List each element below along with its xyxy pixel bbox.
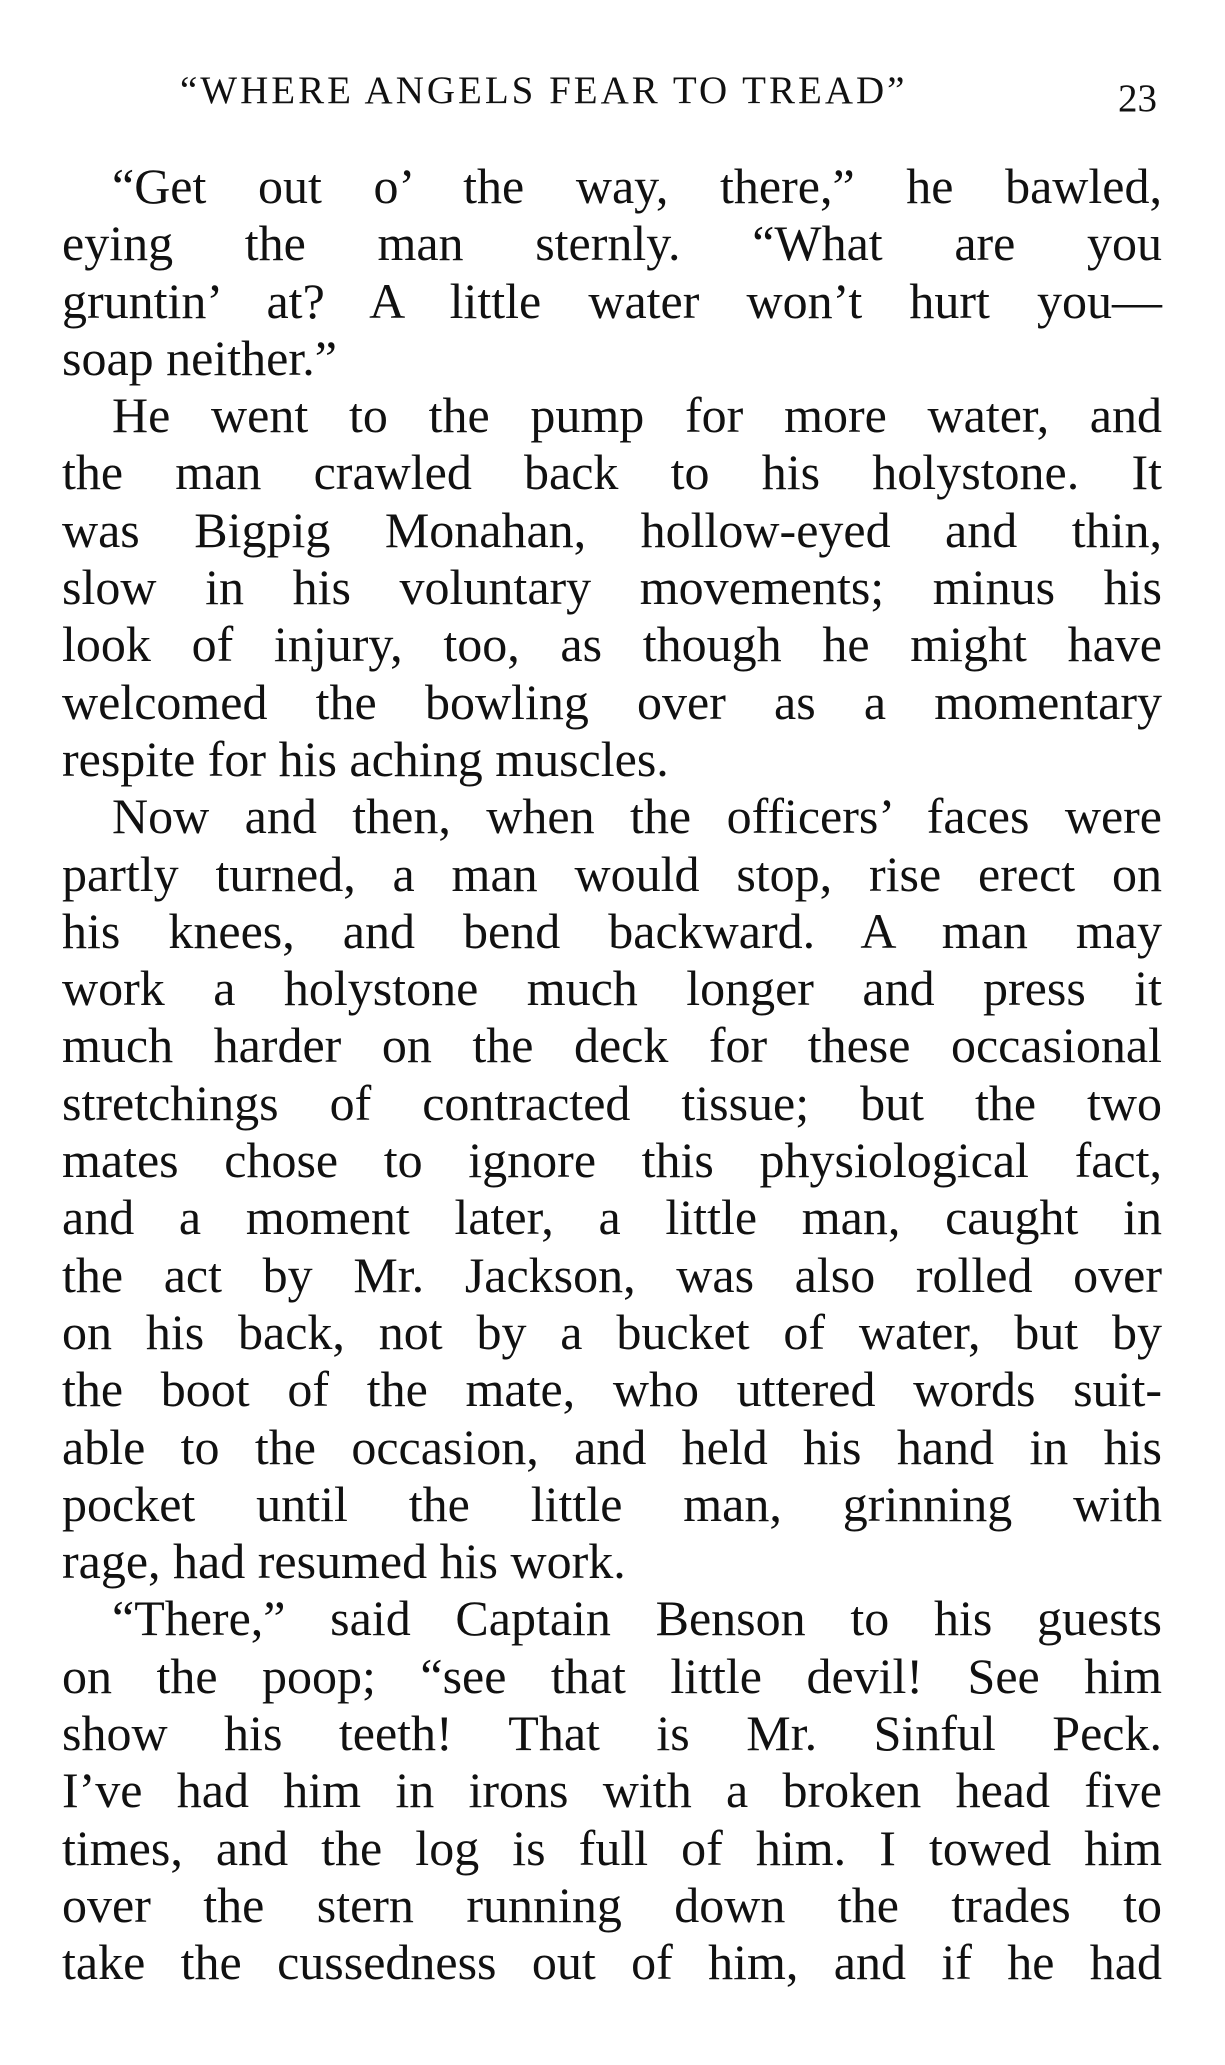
text-line: pocket until the little man, grinning with [62,1475,1162,1532]
text-line: Now and then, when the officers’ faces were [112,788,1162,845]
text-line: take the cussedness out of him, and if he had [62,1934,1162,1991]
text-line: “There,” said Captain Benson to his guests [112,1590,1162,1647]
text-line: eying the man sternly. “What are you [62,215,1162,272]
text-line: “Get out o’ the way, there,” he bawled, [112,158,1162,214]
text-line: work a holystone much longer and press it [62,960,1162,1017]
running-head-title: “WHERE ANGELS FEAR TO TREAD” [180,69,908,112]
text-line: the man crawled back to his holystone. It [62,444,1162,501]
text-line: the boot of the mate, who uttered words suit- [62,1361,1162,1418]
text-line: the act by Mr. Jackson, was also rolled over [62,1246,1162,1303]
text-line: stretchings of contracted tissue; but the two [62,1074,1162,1131]
text-line: rage, had resumed his work. [62,1533,626,1590]
text-line: partly turned, a man would stop, rise erect on [62,845,1162,902]
text-line: I’ve had him in irons with a broken head five [62,1762,1162,1819]
text-line: gruntin’ at? A little water won’t hurt you— [62,272,1162,329]
text-line: He went to the pump for more water, and [112,387,1162,444]
text-line: look of injury, too, as though he might have [62,616,1162,673]
text-line: and a moment later, a little man, caught in [62,1189,1162,1246]
text-line: his knees, and bend backward. A man may [62,902,1162,959]
page-number: 23 [1118,77,1157,120]
text-line: times, and the log is full of him. I towed him [62,1819,1162,1876]
text-line: over the stern running down the trades to [62,1876,1162,1933]
text-line: much harder on the deck for these occasional [62,1017,1162,1074]
text-line: slow in his voluntary movements; minus his [62,559,1162,616]
text-line: on his back, not by a bucket of water, but by [62,1303,1162,1360]
text-line: able to the occasion, and held his hand in his [62,1418,1162,1475]
text-line: welcomed the bowling over as a momentary [62,673,1162,730]
body-text [62,158,1162,1992]
text-line: respite for his aching muscles. [62,730,669,787]
text-line: show his teeth! That is Mr. Sinful Peck. [62,1705,1162,1762]
text-line: was Bigpig Monahan, hollow-eyed and thin, [62,501,1162,558]
text-line: mates chose to ignore this physiological fact, [62,1132,1162,1189]
text-line: on the poop; “see that little devil! See him [62,1647,1162,1704]
text-line: soap neither.” [62,329,337,386]
